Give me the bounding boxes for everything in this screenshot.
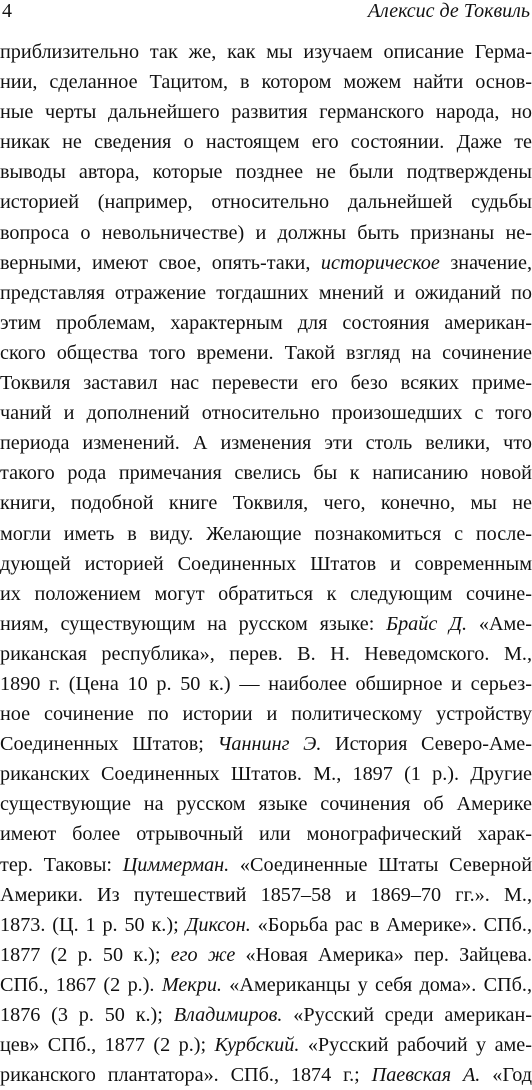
text-line (0, 278, 532, 308)
text-segment: 1876 (3 р. 50 к.); (0, 1004, 174, 1026)
text-line (0, 819, 532, 849)
text-segment: Токвиля заставил нас перевести его безо всяких приме- (0, 372, 532, 395)
italic-text: Брайс Д. (386, 612, 468, 635)
text-line (0, 187, 532, 217)
text-line (0, 308, 532, 338)
text-segment: «Соединенные Штаты Северной (229, 853, 532, 876)
body-text (0, 37, 532, 1090)
text-line (0, 488, 532, 518)
text-segment: выводы автора, которые позднее не были подтверждены (0, 161, 532, 184)
text-segment: «Борьба рас в Америке». СПб., (250, 913, 532, 936)
text-line (0, 789, 532, 819)
italic-text: Диксон. (185, 913, 251, 936)
italic-text: его же (170, 943, 236, 966)
text-segment: СПб., 1867 (2 р.). (0, 973, 162, 996)
italic-text: Курбский. (214, 1034, 300, 1057)
text-line (0, 157, 532, 187)
text-segment: книги, подобной книге Токвиля, чего, конечно, мы не (0, 492, 532, 515)
text-line (0, 127, 532, 157)
text-line (0, 368, 532, 398)
text-segment: тер. Таковы: (0, 853, 123, 876)
text-segment: История Северо-Аме- (321, 733, 532, 756)
text-segment: Америки. Из путешествий 1857–58 и 1869–70 гг.». М., (0, 883, 532, 906)
text-line (0, 1060, 532, 1090)
text-segment: 1890 г. (Цена 10 р. 50 к.) — наиболее обширное и серьез- (0, 672, 532, 695)
italic-text: Мекри. (161, 973, 222, 996)
text-segment: представляя отражение тогдашних мнений и ожиданий по (0, 281, 532, 304)
italic-text: Паевская А. (371, 1064, 481, 1087)
text-line (0, 1000, 532, 1030)
text-line (0, 458, 532, 488)
page-header (0, 0, 532, 30)
text-segment: существующие на русском языке сочинения об Америке (0, 793, 532, 816)
text-segment: 1873. (Ц. 1 р. 50 к.); (0, 913, 186, 936)
text-line (0, 1030, 532, 1060)
text-segment: «Год (480, 1064, 532, 1087)
text-line (0, 880, 532, 910)
text-line (0, 910, 532, 940)
text-segment: имеют более отрывочный или монографический харак- (0, 823, 532, 846)
text-segment: ниям, существующим на русском языке: (0, 612, 387, 635)
text-line (0, 338, 532, 368)
text-segment: «Русский среди американ- (282, 1004, 532, 1026)
text-segment: периода изменений. А изменения эти столь велики, что (0, 432, 532, 455)
text-line (0, 639, 532, 669)
text-line (0, 398, 532, 428)
text-segment: «Новая Америка» пер. Зайцева. (235, 943, 532, 966)
text-line (0, 428, 532, 458)
text-segment: нии, сделанное Тацитом, в котором можем найти основ- (0, 71, 532, 94)
text-segment: риканских Соединенных Штатов. М., 1897 (1 р.). Другие (0, 763, 532, 786)
text-segment: ное сочинение по истории и политическому устройству (0, 703, 532, 726)
italic-text: Чаннинг Э. (217, 733, 322, 756)
italic-text: Владимиров. (173, 1004, 283, 1026)
text-line (0, 970, 532, 1000)
text-segment: «Аме- (467, 612, 532, 635)
text-line (0, 248, 532, 278)
text-line (0, 97, 532, 127)
text-segment: верными, имеют свое, опять-таки, (0, 251, 321, 274)
text-line (0, 609, 532, 639)
text-segment: риканская республика», перев. В. Н. Неведомского. М., (0, 642, 532, 665)
text-segment: чаний и дополнений относительно произошедших с того (0, 402, 532, 425)
text-segment: значение, (439, 251, 532, 274)
page-number: 4 (2, 0, 12, 22)
text-segment: могли иметь в виду. Желающие познакомиться с после- (0, 522, 532, 545)
text-segment: «Русский рабочий у аме- (299, 1034, 532, 1057)
text-line (0, 67, 532, 97)
text-segment: никак не сведения о настоящем его состоянии. Даже те (0, 131, 532, 154)
italic-text: историческое (320, 251, 440, 274)
text-segment: 1877 (2 р. 50 к.); (0, 943, 171, 966)
text-line (0, 669, 532, 699)
text-line (0, 579, 532, 609)
text-line (0, 940, 532, 970)
text-line (0, 519, 532, 549)
text-segment: ского общества того времени. Такой взгляд на сочинение (0, 341, 532, 364)
text-line (0, 549, 532, 579)
text-segment: историей (например, относительно дальнейшей судьбы (0, 191, 532, 214)
text-segment: вопроса о невольничестве) и должны быть признаны не- (0, 221, 532, 244)
text-line (0, 37, 532, 67)
text-segment: цев» СПб., 1877 (2 р.); (0, 1034, 215, 1057)
text-segment: Соединенных Штатов; (0, 733, 218, 756)
text-line (0, 759, 532, 789)
text-segment: дующей историей Соединенных Штатов и современным (0, 552, 532, 575)
text-line (0, 218, 532, 248)
text-segment: этим проблемам, характерным для состояния американ- (0, 311, 532, 334)
text-segment: их положением могут обратиться к следующим сочине- (0, 582, 532, 605)
running-title: Алексис де Токвиль (367, 0, 530, 22)
italic-text: Циммерман. (122, 853, 230, 876)
text-line (0, 699, 532, 729)
text-segment: ные черты дальнейшего развития германского народа, но (0, 101, 532, 124)
text-line (0, 850, 532, 880)
text-segment: «Американцы у себя дома». СПб., (221, 973, 532, 996)
text-segment: такого рода примечания свелись бы к написанию новой (0, 462, 532, 485)
text-segment: приблизительно так же, как мы изучаем описание Герма- (0, 41, 532, 63)
text-segment: риканского плантатора». СПб., 1874 г.; (0, 1064, 372, 1087)
text-line (0, 729, 532, 759)
